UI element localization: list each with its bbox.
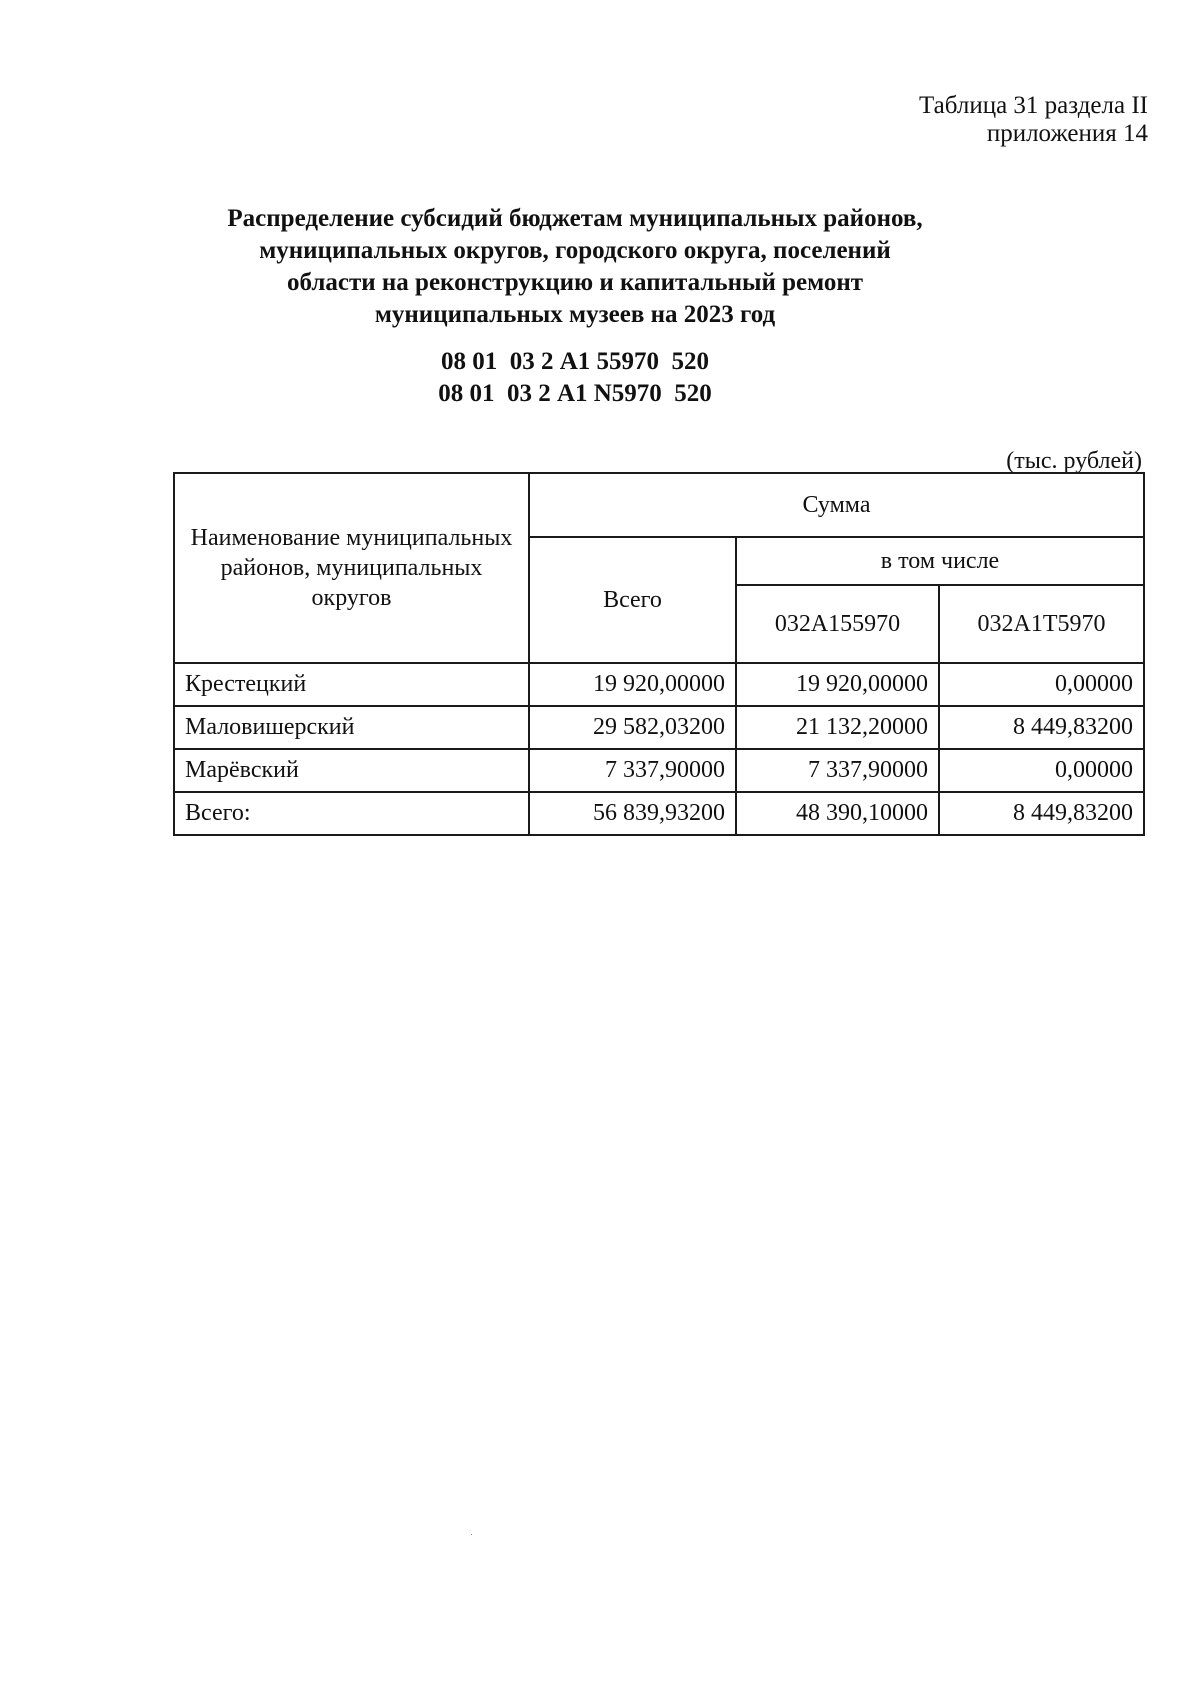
totals-code-1-value: 48 390,10000	[736, 792, 939, 835]
budget-code-2: 08 01 03 2 А1 N5970 520	[438, 380, 712, 407]
totals-label: Всего:	[174, 792, 529, 835]
row-code-1-value: 7 337,90000	[736, 749, 939, 792]
row-code-2-value: 0,00000	[939, 663, 1144, 706]
document-title	[180, 203, 970, 331]
row-name: Марёвский	[174, 749, 529, 792]
title-line-1: Распределение субсидий бюджетам муниципальных районов,	[227, 205, 923, 232]
table-row	[174, 663, 1144, 706]
table-row	[174, 706, 1144, 749]
header-including: в том числе	[736, 537, 1144, 585]
budget-code-1: 08 01 03 2 А1 55970 520	[440, 348, 710, 375]
scan-speck	[471, 1534, 472, 1535]
header-code-1: 032А155970	[736, 585, 939, 663]
row-name: Маловишерский	[174, 706, 529, 749]
row-total: 7 337,90000	[529, 749, 736, 792]
totals-total: 56 839,93200	[529, 792, 736, 835]
title-line-2: муниципальных округов, городского округа, поселений	[259, 237, 891, 264]
row-name: Крестецкий	[174, 663, 529, 706]
table-reference-line-2: приложения 14	[986, 120, 1148, 147]
row-code-2-value: 0,00000	[939, 749, 1144, 792]
row-code-1-value: 21 132,20000	[736, 706, 939, 749]
totals-code-2-value: 8 449,83200	[939, 792, 1144, 835]
units-label: (тыс. рублей)	[1006, 448, 1142, 474]
table-row	[174, 749, 1144, 792]
title-line-3: области на реконструкцию и капитальный ремонт	[286, 269, 864, 296]
totals-row	[174, 792, 1144, 835]
header-total: Всего	[529, 537, 736, 663]
subsidy-table	[173, 472, 1145, 836]
header-name: Наименование муниципальных районов, муниципальных округов	[174, 473, 529, 663]
row-total: 29 582,03200	[529, 706, 736, 749]
row-code-2-value: 8 449,83200	[939, 706, 1144, 749]
header-sum: Сумма	[529, 473, 1144, 537]
row-total: 19 920,00000	[529, 663, 736, 706]
budget-codes	[180, 346, 970, 410]
table-reference-line-1: Таблица 31 раздела II	[919, 92, 1148, 119]
row-code-1-value: 19 920,00000	[736, 663, 939, 706]
header-code-2: 032А1Т5970	[939, 585, 1144, 663]
title-line-4: муниципальных музеев на 2023 год	[374, 301, 776, 328]
table-reference	[919, 92, 1148, 148]
